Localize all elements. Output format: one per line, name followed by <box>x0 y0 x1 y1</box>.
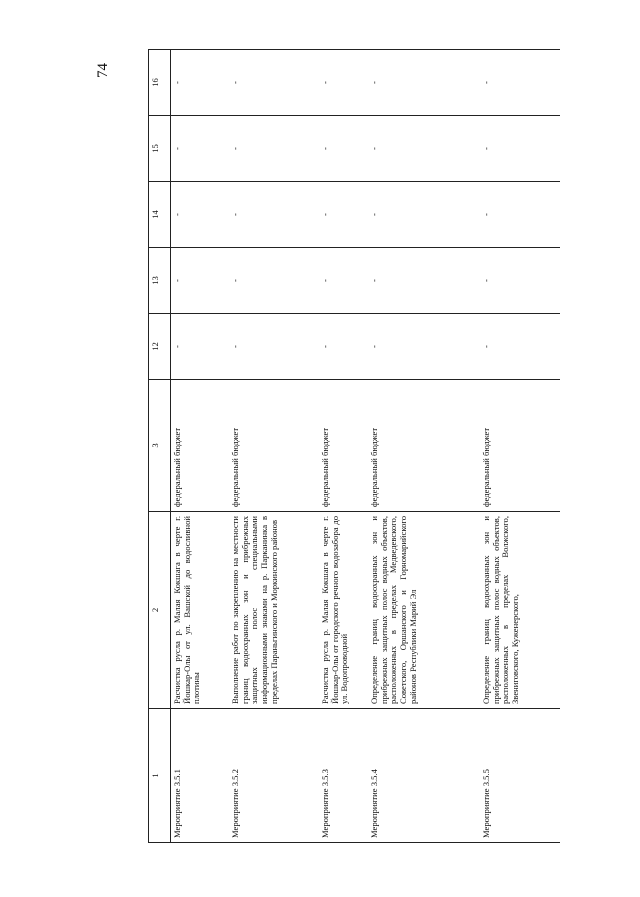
value-col-12: - <box>368 314 480 380</box>
value-col-13: - <box>319 248 368 314</box>
funding-source: федеральный бюджет <box>171 380 230 512</box>
header-col-2: 2 <box>149 512 171 709</box>
value-col-12: - <box>319 314 368 380</box>
value-col-16: - <box>229 50 319 116</box>
header-row <box>149 50 171 843</box>
measure-description: Расчистка русла р. Малая Кокшага в черте г. Йошкар-Олы от городского речного водозабора до ул. Водопроводной <box>319 512 368 709</box>
measures-table <box>148 49 560 843</box>
header-col-16: 16 <box>149 50 171 116</box>
value-col-15: - <box>368 116 480 182</box>
header-col-12: 12 <box>149 314 171 380</box>
table-row <box>229 50 319 843</box>
measure-name: Мероприятие 3.5.3 <box>319 709 368 843</box>
value-col-16: - <box>319 50 368 116</box>
value-col-14: - <box>480 182 560 248</box>
funding-source: федеральный бюджет <box>480 380 560 512</box>
funding-source: федеральный бюджет <box>229 380 319 512</box>
value-col-15: - <box>171 116 230 182</box>
header-col-13: 13 <box>149 248 171 314</box>
value-col-16: - <box>171 50 230 116</box>
value-col-16: - <box>368 50 480 116</box>
value-col-14: - <box>229 182 319 248</box>
measure-name: Мероприятие 3.5.4 <box>368 709 480 843</box>
value-col-13: - <box>480 248 560 314</box>
funding-source: федеральный бюджет <box>368 380 480 512</box>
value-col-14: - <box>319 182 368 248</box>
measure-name: Мероприятие 3.5.1 <box>171 709 230 843</box>
value-col-15: - <box>229 116 319 182</box>
funding-source: федеральный бюджет <box>319 380 368 512</box>
value-col-12: - <box>480 314 560 380</box>
value-col-12: - <box>229 314 319 380</box>
measure-name: Мероприятие 3.5.5 <box>480 709 560 843</box>
measure-description: Расчистка русла р. Малая Кокшага в черте г. Йошкар-Олы от ул. Вашской до водосливной плотины <box>171 512 230 709</box>
value-col-12: - <box>171 314 230 380</box>
value-col-14: - <box>171 182 230 248</box>
header-col-15: 15 <box>149 116 171 182</box>
value-col-15: - <box>480 116 560 182</box>
table-row <box>171 50 230 843</box>
measure-description: Определение границ водоохранных зон и прибрежных защитных полос водных объектов, расположенных в пределах Медведевского, Советского, Оршанского и Горномарийского районов Республики Марий Эл <box>368 512 480 709</box>
table-header <box>149 50 171 843</box>
measures-table-wrapper <box>148 49 568 843</box>
value-col-15: - <box>319 116 368 182</box>
measure-name: Мероприятие 3.5.2 <box>229 709 319 843</box>
value-col-14: - <box>368 182 480 248</box>
header-col-14: 14 <box>149 182 171 248</box>
measure-description: Выполнение работ по закреплению на местности границ водоохранных зон и прибрежных защитных полос специальными информационными знаками на р. Парканинка в пределах Параньгинского и Моркинского районов <box>229 512 319 709</box>
value-col-13: - <box>229 248 319 314</box>
header-col-3: 3 <box>149 380 171 512</box>
table-row <box>480 50 560 843</box>
table-row <box>368 50 480 843</box>
value-col-16: - <box>480 50 560 116</box>
table-row <box>319 50 368 843</box>
header-col-1: 1 <box>149 709 171 843</box>
table-body <box>171 50 561 843</box>
measure-description: Определение границ водоохранных зон и прибрежных защитных полос водных объектов, расположенных в пределах Волжского, Звениговского, Куженерского, <box>480 512 560 709</box>
value-col-13: - <box>368 248 480 314</box>
page-number: 74 <box>95 63 111 78</box>
value-col-13: - <box>171 248 230 314</box>
